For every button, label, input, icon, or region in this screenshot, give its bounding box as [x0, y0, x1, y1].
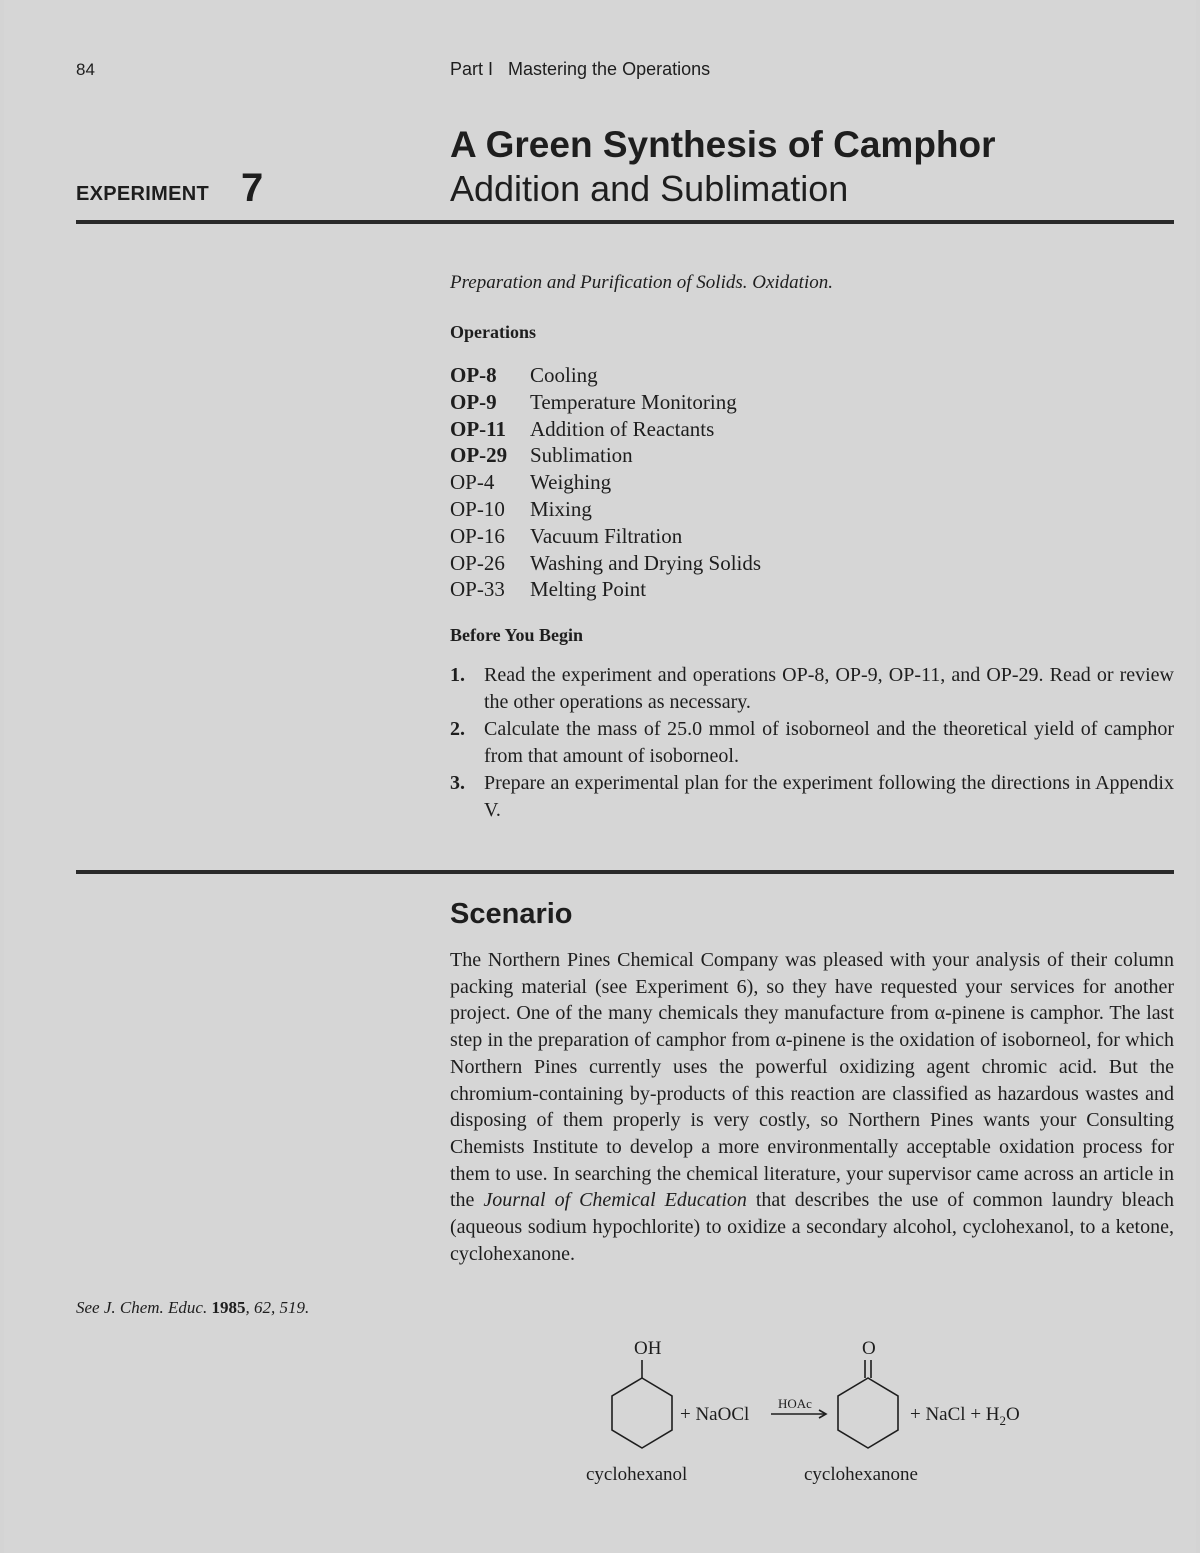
operation-name: Mixing	[530, 496, 592, 521]
operation-item	[450, 389, 1150, 416]
page-number: 84	[76, 60, 95, 79]
operation-code: OP-9	[450, 389, 497, 414]
list-item	[450, 716, 1174, 769]
operation-name: Temperature Monitoring	[530, 389, 737, 414]
experiment-number: 7	[241, 166, 264, 210]
operation-code: OP-11	[450, 416, 506, 441]
operation-name: Sublimation	[530, 443, 633, 468]
running-head: Part I Mastering the Operations	[450, 59, 711, 79]
section-divider	[76, 870, 1174, 874]
scenario-paragraph: The Northern Pines Chemical Company was pleased with your analysis of their column packing material (see Experiment 6), so they have requested your services for another project. One of the many chemicals they manufacture from α-pinene is camphor. The last step in the preparation of camphor from α-pinene is the oxidation of isoborneol, for which Northern Pines currently uses the powerful oxidizing agent chromic acid. But the chromium-containing by-products of this reaction are classified as hazardous wastes and disposing of them properly is very costly, so Northern Pines wants your Consulting Chemists Institute to develop a more environmentally acceptable oxidation process for them to use. In searching the chemical literature, your supervisor came across an article in the Journal of Chemical Education that describes the use of common laundry bleach (aqueous sodium hypochlorite) to oxidize a secondary alcohol, cyclohexanol, to a ketone, cyclohexanone.	[450, 949, 1174, 1265]
product-name: cyclohexanone	[804, 1464, 918, 1485]
experiment-title: A Green Synthesis of Camphor	[450, 124, 996, 165]
operation-item	[450, 576, 1150, 603]
operation-code: OP-10	[450, 496, 505, 521]
operation-name: Addition of Reactants	[530, 416, 715, 441]
operation-code: OP-16	[450, 523, 505, 548]
operation-code: OP-26	[450, 550, 505, 575]
operation-item	[450, 496, 1150, 523]
o-label: O	[862, 1338, 876, 1359]
operation-name: Melting Point	[530, 577, 647, 602]
reaction-scheme	[564, 1330, 1084, 1500]
margin-reference: See J. Chem. Educ. 1985, 62, 519.	[76, 1298, 310, 1317]
list-item-number: 2.	[450, 718, 465, 740]
experiment-subtitle: Addition and Sublimation	[450, 168, 849, 209]
operations-heading: Operations	[450, 322, 537, 342]
operation-name: Washing and Drying Solids	[530, 550, 762, 575]
scenario-heading: Scenario	[450, 898, 573, 930]
catalyst-label: HOAc	[778, 1396, 812, 1411]
operation-code: OP-29	[450, 443, 508, 468]
operation-item	[450, 362, 1150, 389]
experiment-label: EXPERIMENT	[76, 183, 210, 205]
list-item-text: Calculate the mass of 25.0 mmol of isoborneol and the theoretical yield of camphor from that amount of isoborneol.	[484, 718, 1174, 767]
operation-code: OP-33	[450, 577, 505, 602]
before-you-begin-list	[450, 662, 1174, 824]
list-item	[450, 662, 1174, 715]
operation-item	[450, 416, 1150, 443]
operations-list	[450, 362, 1150, 603]
topics-line: Preparation and Purification of Solids. Oxidation.	[450, 272, 833, 293]
oh-label: OH	[634, 1338, 662, 1359]
before-you-begin-heading: Before You Begin	[450, 625, 583, 645]
list-item-number: 3.	[450, 772, 465, 794]
operation-name: Cooling	[530, 363, 598, 387]
operation-code: OP-8	[450, 363, 497, 387]
reagent-label: + NaOCl	[680, 1404, 750, 1425]
operation-item	[450, 550, 1150, 577]
journal-name: Journal of Chemical Education	[483, 1189, 747, 1212]
cyclohexanol-ring	[612, 1378, 672, 1448]
list-item-number: 1.	[450, 664, 465, 686]
products-label: + NaCl + $H_2O$	[910, 1404, 1020, 1428]
operation-item	[450, 442, 1150, 469]
list-item	[450, 770, 1174, 823]
operation-item	[450, 469, 1150, 496]
textbook-page	[4, 0, 1196, 1553]
header-divider	[76, 220, 1174, 224]
operation-name: Vacuum Filtration	[530, 523, 683, 548]
reactant-name: cyclohexanol	[586, 1464, 688, 1485]
list-item-text: Prepare an experimental plan for the experiment following the directions in Appendix V.	[484, 772, 1174, 821]
operation-name: Weighing	[530, 470, 612, 495]
cyclohexanone-ring	[838, 1378, 898, 1448]
operation-code: OP-4	[450, 470, 495, 495]
operation-item	[450, 523, 1150, 550]
list-item-text: Read the experiment and operations OP-8, OP-9, OP-11, and OP-29. Read or review the other operations as necessary.	[484, 664, 1174, 713]
